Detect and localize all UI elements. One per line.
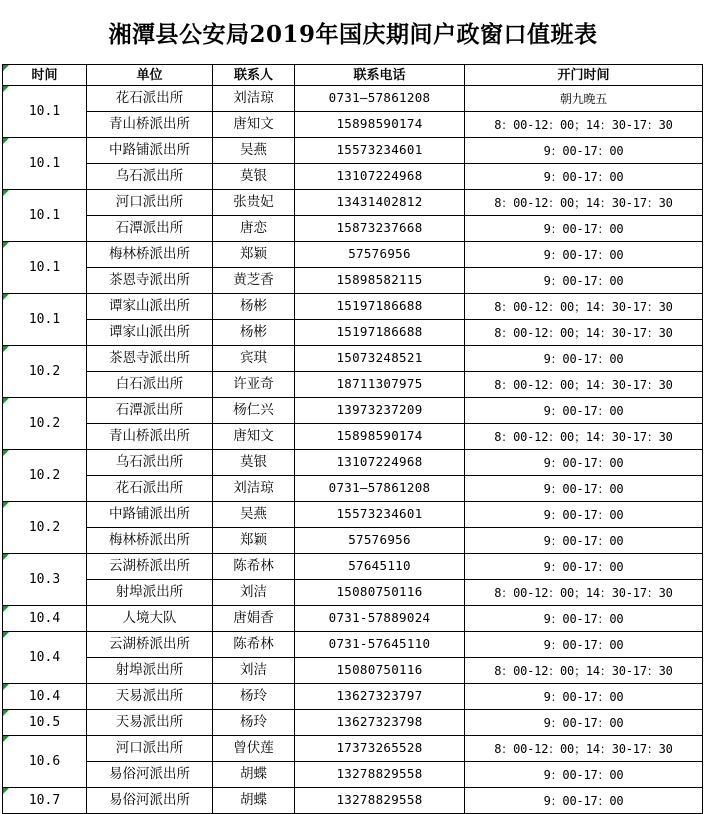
duty-roster-table	[2, 64, 703, 814]
hours-cell: 9：00-17：00	[465, 450, 703, 476]
unit-cell: 梅林桥派出所	[87, 242, 213, 268]
unit-cell: 人境大队	[87, 606, 213, 632]
contact-cell: 郑颖	[213, 242, 295, 268]
hours-cell: 9：00-17：00	[465, 762, 703, 788]
unit-cell: 天易派出所	[87, 684, 213, 710]
table-row	[3, 502, 703, 528]
contact-cell: 杨仁兴	[213, 398, 295, 424]
hours-cell: 9：00-17：00	[465, 476, 703, 502]
table-row	[3, 138, 703, 164]
unit-cell: 乌石派出所	[87, 450, 213, 476]
phone-cell: 15073248521	[295, 346, 465, 372]
unit-cell: 天易派出所	[87, 710, 213, 736]
unit-cell: 石潭派出所	[87, 216, 213, 242]
contact-cell: 陈希林	[213, 554, 295, 580]
hours-cell: 9：00-17：00	[465, 710, 703, 736]
hours-cell: 8：00-12：00；14：30-17：30	[465, 294, 703, 320]
contact-cell: 唐娟香	[213, 606, 295, 632]
table-row	[3, 372, 703, 398]
contact-cell: 许亚奇	[213, 372, 295, 398]
page-title: 湘潭县公安局2019年国庆期间户政窗口值班表	[108, 20, 598, 48]
phone-cell: 18711307975	[295, 372, 465, 398]
date-cell: 10.1	[3, 86, 87, 138]
table-row	[3, 190, 703, 216]
table-row	[3, 476, 703, 502]
header-unit: 单位	[87, 65, 213, 86]
table-row	[3, 580, 703, 606]
hours-cell: 9：00-17：00	[465, 554, 703, 580]
phone-cell: 13627323798	[295, 710, 465, 736]
table-row	[3, 268, 703, 294]
table-row	[3, 398, 703, 424]
contact-cell: 曾伏莲	[213, 736, 295, 762]
header-hours: 开门时间	[465, 65, 703, 86]
phone-cell: 0731—57861208	[295, 86, 465, 112]
contact-cell: 张贵妃	[213, 190, 295, 216]
date-cell: 10.4	[3, 606, 87, 632]
contact-cell: 黄芝香	[213, 268, 295, 294]
hours-cell: 8：00-12：00；14：30-17：30	[465, 320, 703, 346]
hours-cell: 9：00-17：00	[465, 242, 703, 268]
phone-cell: 13431402812	[295, 190, 465, 216]
phone-cell: 57576956	[295, 242, 465, 268]
contact-cell: 唐知文	[213, 424, 295, 450]
unit-cell: 花石派出所	[87, 86, 213, 112]
phone-cell: 57645110	[295, 554, 465, 580]
hours-cell: 9：00-17：00	[465, 788, 703, 814]
date-cell: 10.2	[3, 398, 87, 450]
hours-cell: 9：00-17：00	[465, 346, 703, 372]
phone-cell: 13627323797	[295, 684, 465, 710]
unit-cell: 云湖桥派出所	[87, 632, 213, 658]
date-cell: 10.4	[3, 684, 87, 710]
contact-cell: 唐知文	[213, 112, 295, 138]
table-row	[3, 528, 703, 554]
phone-cell: 15197186688	[295, 320, 465, 346]
hours-cell: 9：00-17：00	[465, 138, 703, 164]
contact-cell: 杨彬	[213, 294, 295, 320]
unit-cell: 乌石派出所	[87, 164, 213, 190]
contact-cell: 宾琪	[213, 346, 295, 372]
phone-cell: 0731-57645110	[295, 632, 465, 658]
hours-cell: 朝九晚五	[465, 86, 703, 112]
hours-cell: 8：00-12：00；14：30-17：30	[465, 658, 703, 684]
phone-cell: 15573234601	[295, 502, 465, 528]
unit-cell: 云湖桥派出所	[87, 554, 213, 580]
unit-cell: 易俗河派出所	[87, 788, 213, 814]
phone-cell: 15898582115	[295, 268, 465, 294]
hours-cell: 9：00-17：00	[465, 502, 703, 528]
phone-cell: 57576956	[295, 528, 465, 554]
contact-cell: 陈希林	[213, 632, 295, 658]
table-row	[3, 658, 703, 684]
unit-cell: 白石派出所	[87, 372, 213, 398]
phone-cell: 13973237209	[295, 398, 465, 424]
table-row	[3, 346, 703, 372]
unit-cell: 河口派出所	[87, 736, 213, 762]
hours-cell: 8：00-12：00；14：30-17：30	[465, 190, 703, 216]
hours-cell: 8：00-12：00；14：30-17：30	[465, 580, 703, 606]
table-row	[3, 450, 703, 476]
hours-cell: 8：00-12：00；14：30-17：30	[465, 736, 703, 762]
phone-cell: 15898590174	[295, 424, 465, 450]
table-row	[3, 606, 703, 632]
phone-cell: 15573234601	[295, 138, 465, 164]
date-cell: 10.4	[3, 632, 87, 684]
table-row	[3, 320, 703, 346]
date-cell: 10.2	[3, 450, 87, 502]
hours-cell: 8：00-12：00；14：30-17：30	[465, 424, 703, 450]
contact-cell: 刘洁琼	[213, 476, 295, 502]
contact-cell: 胡蝶	[213, 788, 295, 814]
date-cell: 10.6	[3, 736, 87, 788]
unit-cell: 谭家山派出所	[87, 294, 213, 320]
phone-cell: 15898590174	[295, 112, 465, 138]
phone-cell: 13107224968	[295, 450, 465, 476]
unit-cell: 中路铺派出所	[87, 138, 213, 164]
contact-cell: 刘洁	[213, 658, 295, 684]
table-row	[3, 164, 703, 190]
phone-cell: 15197186688	[295, 294, 465, 320]
unit-cell: 易俗河派出所	[87, 762, 213, 788]
table-row	[3, 788, 703, 814]
date-cell: 10.1	[3, 242, 87, 294]
phone-cell: 0731—57861208	[295, 476, 465, 502]
hours-cell: 9：00-17：00	[465, 398, 703, 424]
hours-cell: 8：00-12：00；14：30-17：30	[465, 372, 703, 398]
phone-cell: 13278829558	[295, 788, 465, 814]
contact-cell: 刘洁琼	[213, 86, 295, 112]
contact-cell: 吴燕	[213, 502, 295, 528]
table-row	[3, 684, 703, 710]
unit-cell: 中路铺派出所	[87, 502, 213, 528]
unit-cell: 青山桥派出所	[87, 112, 213, 138]
phone-cell: 15080750116	[295, 580, 465, 606]
contact-cell: 郑颖	[213, 528, 295, 554]
table-row	[3, 632, 703, 658]
table-row	[3, 554, 703, 580]
hours-cell: 9：00-17：00	[465, 268, 703, 294]
contact-cell: 吴燕	[213, 138, 295, 164]
unit-cell: 茶恩寺派出所	[87, 268, 213, 294]
hours-cell: 9：00-17：00	[465, 632, 703, 658]
table-row	[3, 216, 703, 242]
contact-cell: 杨玲	[213, 710, 295, 736]
phone-cell: 13278829558	[295, 762, 465, 788]
table-row	[3, 86, 703, 112]
header-phone: 联系电话	[295, 65, 465, 86]
unit-cell: 射埠派出所	[87, 580, 213, 606]
unit-cell: 梅林桥派出所	[87, 528, 213, 554]
contact-cell: 杨彬	[213, 320, 295, 346]
table-row	[3, 762, 703, 788]
roster-body	[3, 86, 703, 814]
contact-cell: 刘洁	[213, 580, 295, 606]
date-cell: 10.7	[3, 788, 87, 814]
table-row	[3, 294, 703, 320]
date-cell: 10.3	[3, 554, 87, 606]
contact-cell: 莫银	[213, 164, 295, 190]
phone-cell: 0731-57889024	[295, 606, 465, 632]
unit-cell: 花石派出所	[87, 476, 213, 502]
phone-cell: 15873237668	[295, 216, 465, 242]
contact-cell: 唐恋	[213, 216, 295, 242]
unit-cell: 射埠派出所	[87, 658, 213, 684]
hours-cell: 9：00-17：00	[465, 164, 703, 190]
table-row	[3, 424, 703, 450]
header-contact: 联系人	[213, 65, 295, 86]
contact-cell: 胡蝶	[213, 762, 295, 788]
table-row	[3, 112, 703, 138]
date-cell: 10.2	[3, 346, 87, 398]
unit-cell: 青山桥派出所	[87, 424, 213, 450]
date-cell: 10.2	[3, 502, 87, 554]
table-row	[3, 242, 703, 268]
contact-cell: 莫银	[213, 450, 295, 476]
phone-cell: 17373265528	[295, 736, 465, 762]
hours-cell: 9：00-17：00	[465, 528, 703, 554]
unit-cell: 石潭派出所	[87, 398, 213, 424]
date-cell: 10.1	[3, 294, 87, 346]
phone-cell: 15080750116	[295, 658, 465, 684]
hours-cell: 9：00-17：00	[465, 684, 703, 710]
unit-cell: 谭家山派出所	[87, 320, 213, 346]
header-row	[3, 65, 703, 86]
contact-cell: 杨玲	[213, 684, 295, 710]
date-cell: 10.5	[3, 710, 87, 736]
hours-cell: 9：00-17：00	[465, 216, 703, 242]
table-row	[3, 736, 703, 762]
date-cell: 10.1	[3, 138, 87, 190]
table-row	[3, 710, 703, 736]
header-date: 时间	[3, 65, 87, 86]
hours-cell: 9：00-17：00	[465, 606, 703, 632]
phone-cell: 13107224968	[295, 164, 465, 190]
date-cell: 10.1	[3, 190, 87, 242]
hours-cell: 8：00-12：00；14：30-17：30	[465, 112, 703, 138]
unit-cell: 茶恩寺派出所	[87, 346, 213, 372]
unit-cell: 河口派出所	[87, 190, 213, 216]
